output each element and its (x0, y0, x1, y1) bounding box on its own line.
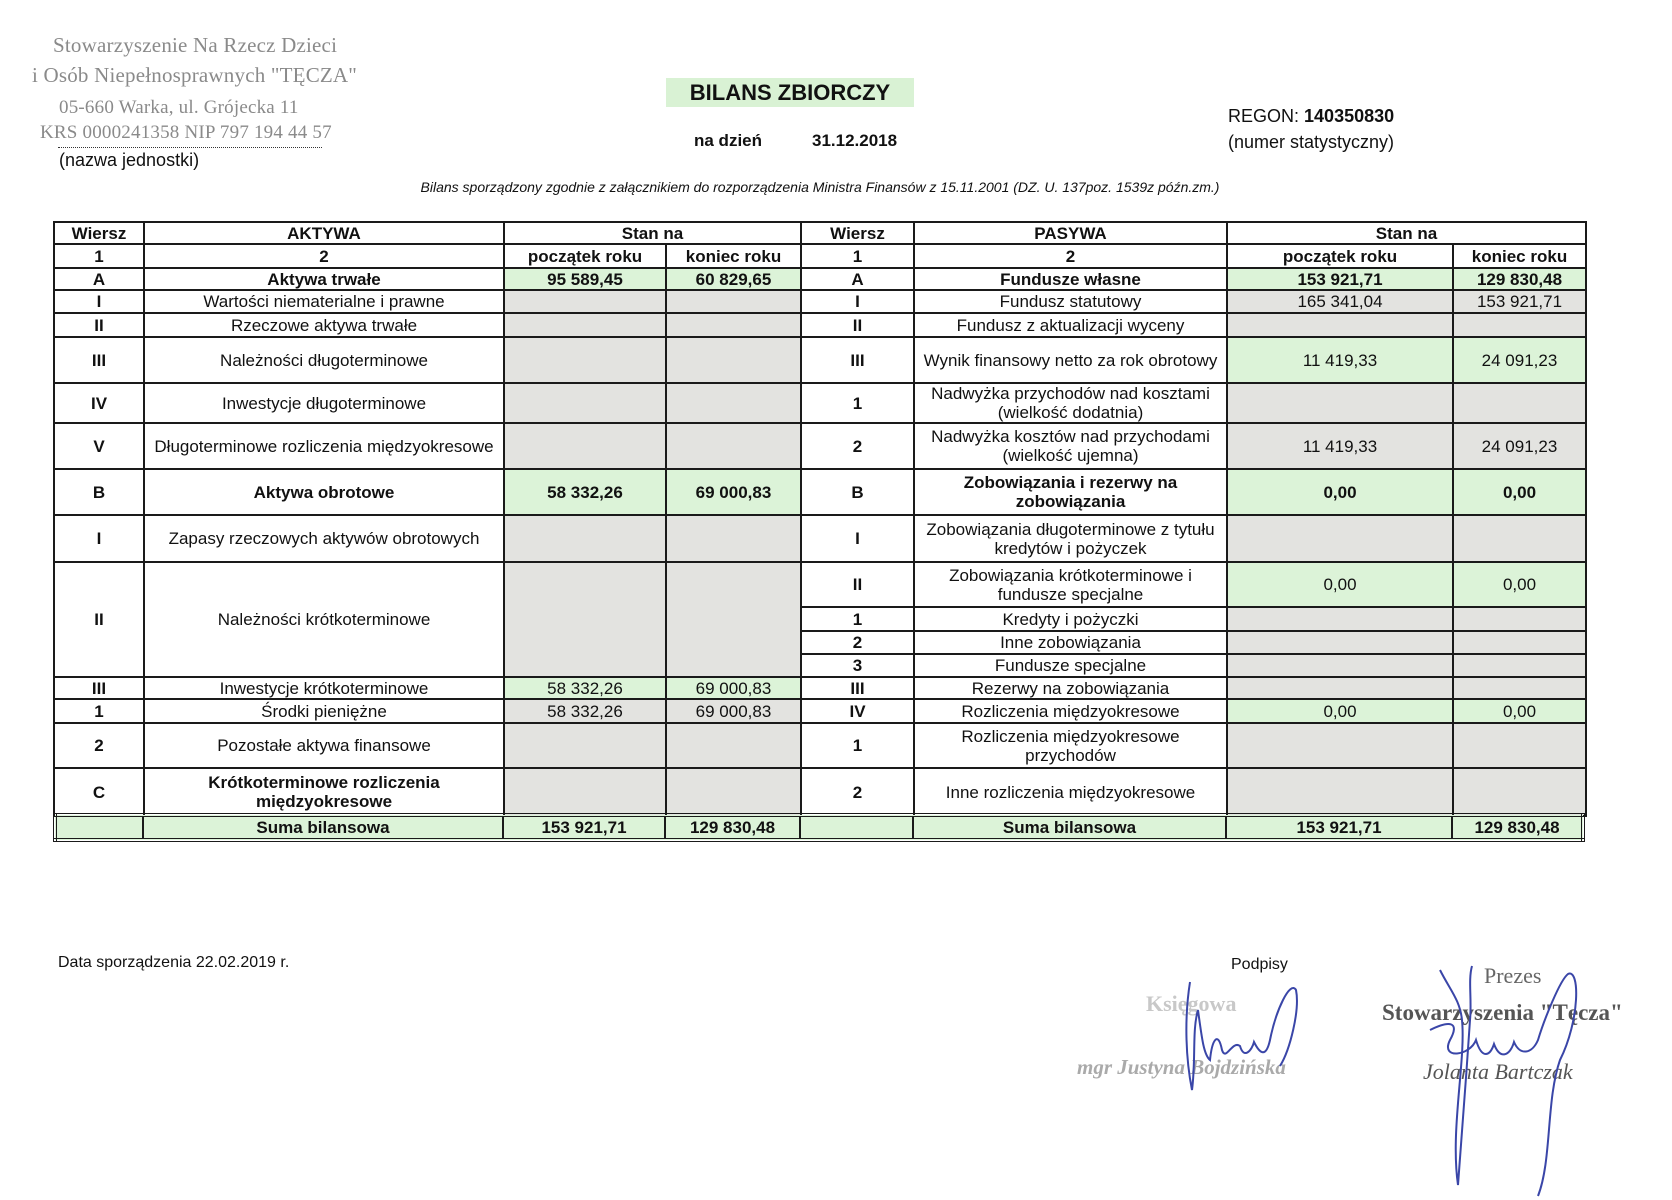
aktywa-row-label: Rzeczowe aktywa trwałe (144, 313, 504, 337)
pasywa-start-value (1227, 723, 1453, 768)
table-row (54, 423, 1586, 469)
pasywa-start-value (1227, 677, 1453, 699)
stamp-org-name-2: i Osób Niepełnosprawnych "TĘCZA" (32, 63, 358, 87)
pasywa-row-label: Zobowiązania i rezerwy na zobowiązania (914, 469, 1227, 515)
pasywa-end-value (1453, 313, 1586, 337)
pasywa-row-label: Fundusze specjalne (914, 654, 1227, 677)
pasywa-row-number: IV (801, 699, 914, 723)
pasywa-end-value (1453, 607, 1586, 631)
aktywa-row-label: Inwestycje krótkoterminowe (144, 677, 504, 699)
pasywa-end-value (1453, 768, 1586, 816)
pasywa-start-value: 11 419,33 (1227, 423, 1453, 469)
pasywa-row-label: Inne zobowiązania (914, 631, 1227, 654)
aktywa-start-value: 58 332,26 (504, 469, 666, 515)
aktywa-start-value (504, 515, 666, 562)
pasywa-start-value (1227, 313, 1453, 337)
aktywa-row-number: II (54, 313, 144, 337)
pasywa-start-value (1227, 383, 1453, 423)
aktywa-row-number: B (54, 469, 144, 515)
pasywa-start-value: 11 419,33 (1227, 337, 1453, 383)
aktywa-row-label: Długoterminowe rozliczenia międzyokresowe (144, 423, 504, 469)
aktywa-row-label: Pozostałe aktywa finansowe (144, 723, 504, 768)
pasywa-end-value (1453, 631, 1586, 654)
president-role: Prezes (1484, 963, 1542, 988)
aktywa-row-number: III (54, 677, 144, 699)
aktywa-row-label: Wartości niematerialne i prawne (144, 290, 504, 313)
pasywa-start-value: 0,00 (1227, 699, 1453, 723)
pasywa-row-number: 3 (801, 654, 914, 677)
aktywa-end-value (666, 383, 801, 423)
pasywa-end-value: 129 830,48 (1453, 268, 1586, 290)
total-start-right: 153 921,71 (1226, 815, 1452, 840)
pasywa-row-number: 2 (801, 631, 914, 654)
aktywa-start-value (504, 768, 666, 816)
aktywa-end-value (666, 337, 801, 383)
pasywa-row-number: 1 (801, 383, 914, 423)
pasywa-end-value (1453, 383, 1586, 423)
aktywa-start-value (504, 562, 666, 677)
aktywa-row-label: Aktywa obrotowe (144, 469, 504, 515)
aktywa-end-value (666, 313, 801, 337)
aktywa-row-number: V (54, 423, 144, 469)
pasywa-end-value: 0,00 (1453, 469, 1586, 515)
pasywa-row-label: Nadwyżka kosztów nad przychodami (wielkość ujemna) (914, 423, 1227, 469)
total-end-left: 129 830,48 (665, 815, 800, 840)
header-pasywa: PASYWA (914, 222, 1227, 244)
balance-date: 31.12.2018 (812, 131, 898, 150)
table-header-row (54, 222, 1586, 244)
pasywa-row-label: Rozliczenia międzyokresowe przychodów (914, 723, 1227, 768)
aktywa-start-value (504, 290, 666, 313)
col-number-1-left: 1 (54, 244, 144, 268)
aktywa-end-value: 60 829,65 (666, 268, 801, 290)
total-start-left: 153 921,71 (503, 815, 665, 840)
col-number-2-left: 2 (144, 244, 504, 268)
pasywa-row-label: Fundusz z aktualizacji wyceny (914, 313, 1227, 337)
table-row (54, 699, 1586, 723)
pasywa-end-value (1453, 723, 1586, 768)
aktywa-start-value (504, 337, 666, 383)
table-row (54, 768, 1586, 816)
total-label-right: Suma bilansowa (913, 815, 1226, 840)
table-row (54, 723, 1586, 768)
pasywa-row-label: Zobowiązania długoterminowe z tytułu kredytów i pożyczek (914, 515, 1227, 562)
pasywa-row-number: I (801, 515, 914, 562)
table-subheader-row (54, 244, 1586, 268)
pasywa-row-number: II (801, 562, 914, 607)
aktywa-row-number: 2 (54, 723, 144, 768)
aktywa-end-value: 69 000,83 (666, 677, 801, 699)
total-label-left: Suma bilansowa (143, 815, 503, 840)
balance-table (53, 221, 1587, 817)
pasywa-end-value: 0,00 (1453, 699, 1586, 723)
aktywa-row-label: Inwestycje długoterminowe (144, 383, 504, 423)
pasywa-end-value (1453, 677, 1586, 699)
aktywa-start-value (504, 383, 666, 423)
pasywa-row-label: Inne rozliczenia międzyokresowe (914, 768, 1227, 816)
aktywa-start-value: 95 589,45 (504, 268, 666, 290)
pasywa-row-label: Fundusze własne (914, 268, 1227, 290)
aktywa-start-value (504, 313, 666, 337)
aktywa-row-label: Aktywa trwałe (144, 268, 504, 290)
aktywa-row-label: Zapasy rzeczowych aktywów obrotowych (144, 515, 504, 562)
pasywa-row-number: A (801, 268, 914, 290)
pasywa-start-value (1227, 631, 1453, 654)
pasywa-end-value (1453, 654, 1586, 677)
stamp-address: 05-660 Warka, ul. Grójecka 11 (59, 97, 299, 118)
pasywa-row-label: Fundusz statutowy (914, 290, 1227, 313)
accountant-role: Księgowa (1146, 991, 1237, 1016)
pasywa-start-value (1227, 768, 1453, 816)
aktywa-row-number: I (54, 515, 144, 562)
stamp-krs-nip: KRS 0000241358 NIP 797 194 44 57 (40, 122, 332, 143)
date-label: na dzień (694, 131, 763, 150)
table-row (54, 562, 1586, 607)
regon-caption: (numer statystyczny) (1228, 132, 1395, 152)
accountant-name: mgr Justyna Bojdzińska (1077, 1055, 1286, 1079)
regon-label: REGON: (1228, 106, 1300, 126)
header-end-right: koniec roku (1453, 244, 1586, 268)
pasywa-start-value (1227, 607, 1453, 631)
pasywa-start-value (1227, 654, 1453, 677)
aktywa-row-label: Krótkoterminowe rozliczenia międzyokresowe (144, 768, 504, 816)
pasywa-row-label: Nadwyżka przychodów nad kosztami (wielkość dodatnia) (914, 383, 1227, 423)
table-row (54, 469, 1586, 515)
pasywa-row-number: II (801, 313, 914, 337)
header-wiersz-right: Wiersz (801, 222, 914, 244)
regon-number: 140350830 (1304, 106, 1395, 126)
pasywa-row-number: 2 (801, 768, 914, 816)
pasywa-row-number: I (801, 290, 914, 313)
aktywa-row-number: III (54, 337, 144, 383)
aktywa-end-value (666, 515, 801, 562)
preparation-date: Data sporządzenia 22.02.2019 r. (58, 954, 290, 971)
aktywa-row-number: IV (54, 383, 144, 423)
aktywa-row-number: 1 (54, 699, 144, 723)
accountant-signature-icon (1100, 970, 1340, 1100)
table-row (54, 268, 1586, 290)
pasywa-end-value: 0,00 (1453, 562, 1586, 607)
pasywa-row-number: 1 (801, 723, 914, 768)
col-number-1-right: 1 (801, 244, 914, 268)
aktywa-row-label: Należności długoterminowe (144, 337, 504, 383)
col-number-2-right: 2 (914, 244, 1227, 268)
document-title: BILANS ZBIORCZY (666, 78, 914, 107)
aktywa-row-number: II (54, 562, 144, 677)
header-stan-na-right: Stan na (1227, 222, 1586, 244)
signatures-label: Podpisy (1231, 956, 1288, 973)
aktywa-end-value: 69 000,83 (666, 699, 801, 723)
table-row (54, 290, 1586, 313)
pasywa-row-number: III (801, 677, 914, 699)
header-end-left: koniec roku (666, 244, 801, 268)
pasywa-row-number: 2 (801, 423, 914, 469)
unit-name-caption: (nazwa jednostki) (59, 150, 200, 170)
aktywa-row-number: I (54, 290, 144, 313)
aktywa-end-value (666, 562, 801, 677)
total-end-right: 129 830,48 (1452, 815, 1583, 840)
pasywa-start-value: 0,00 (1227, 562, 1453, 607)
pasywa-end-value: 153 921,71 (1453, 290, 1586, 313)
aktywa-end-value (666, 768, 801, 816)
pasywa-end-value: 24 091,23 (1453, 423, 1586, 469)
pasywa-end-value: 24 091,23 (1453, 337, 1586, 383)
aktywa-row-label: Należności krótkoterminowe (144, 562, 504, 677)
header-stan-na-left: Stan na (504, 222, 801, 244)
president-signature-icon (1410, 960, 1600, 1200)
pasywa-row-number: III (801, 337, 914, 383)
stamp-org-name-1: Stowarzyszenie Na Rzecz Dzieci (53, 33, 338, 57)
aktywa-start-value (504, 423, 666, 469)
aktywa-start-value (504, 723, 666, 768)
aktywa-row-number: A (54, 268, 144, 290)
pasywa-end-value (1453, 515, 1586, 562)
pasywa-row-label: Kredyty i pożyczki (914, 607, 1227, 631)
aktywa-end-value (666, 723, 801, 768)
aktywa-row-label: Środki pieniężne (144, 699, 504, 723)
pasywa-start-value (1227, 515, 1453, 562)
pasywa-row-label: Rezerwy na zobowiązania (914, 677, 1227, 699)
aktywa-row-number: C (54, 768, 144, 816)
aktywa-end-value (666, 290, 801, 313)
table-row (54, 515, 1586, 562)
legal-note: Bilans sporządzony zgodnie z załącznikiem do rozporządzenia Ministra Finansów z 15.11.2001 (DZ. U. 137poz. 1539z późn.zm.) (420, 179, 1220, 195)
pasywa-row-label: Wynik finansowy netto za rok obrotowy (914, 337, 1227, 383)
table-row (54, 313, 1586, 337)
table-row (54, 383, 1586, 423)
balance-total-row (53, 813, 1585, 842)
header-start-right: początek roku (1227, 244, 1453, 268)
aktywa-start-value: 58 332,26 (504, 699, 666, 723)
pasywa-start-value: 165 341,04 (1227, 290, 1453, 313)
pasywa-row-label: Zobowiązania krótkoterminowe i fundusze specjalne (914, 562, 1227, 607)
regon-line (1228, 106, 1394, 127)
table-row (54, 677, 1586, 699)
pasywa-row-number: B (801, 469, 914, 515)
aktywa-start-value: 58 332,26 (504, 677, 666, 699)
table-row (54, 337, 1586, 383)
president-organization: Stowarzyszenia "Tęcza" (1382, 1000, 1623, 1025)
header-start-left: początek roku (504, 244, 666, 268)
pasywa-row-number: 1 (801, 607, 914, 631)
pasywa-start-value: 153 921,71 (1227, 268, 1453, 290)
total-wiersz-left (55, 815, 143, 840)
name-dotted-line (58, 147, 322, 148)
pasywa-start-value: 0,00 (1227, 469, 1453, 515)
header-aktywa: AKTYWA (144, 222, 504, 244)
pasywa-row-label: Rozliczenia międzyokresowe (914, 699, 1227, 723)
header-wiersz-left: Wiersz (54, 222, 144, 244)
total-wiersz-right (800, 815, 913, 840)
aktywa-end-value (666, 423, 801, 469)
aktywa-end-value: 69 000,83 (666, 469, 801, 515)
president-name: Jolanta Bartczak (1423, 1059, 1573, 1084)
